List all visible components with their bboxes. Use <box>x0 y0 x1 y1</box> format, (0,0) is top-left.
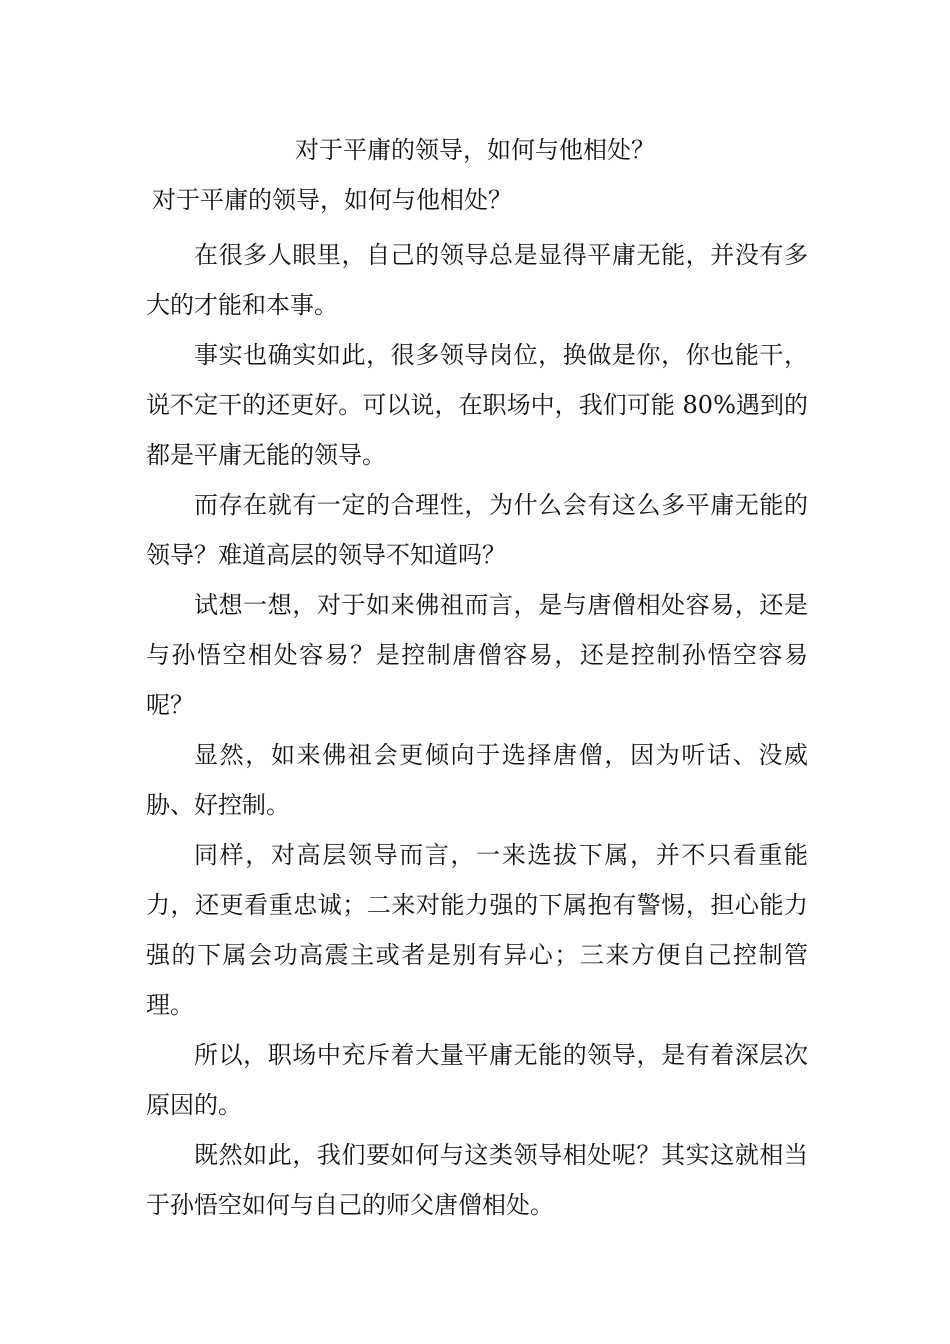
document-subtitle: 对于平庸的领导，如何与他相处？ <box>152 186 512 214</box>
paragraph: 在很多人眼里，自己的领导总是显得平庸无能，并没有多大的才能和本事。 <box>146 241 808 319</box>
paragraph: 既然如此，我们要如何与这类领导相处呢？其实这就相当于孙悟空如何与自己的师父唐僧相处。 <box>146 1141 808 1219</box>
paragraph: 所以，职场中充斥着大量平庸无能的领导，是有着深层次原因的。 <box>146 1041 808 1119</box>
paragraph: 同样，对高层领导而言，一来选拔下属，并不只看重能力，还更看重忠诚；二来对能力强的下属抱有警惕，担心能力强的下属会功高震主或者是别有异心；三来方便自己控制管理。 <box>146 841 808 1019</box>
document-body <box>146 230 808 1230</box>
document-title: 对于平庸的领导，如何与他相处？ <box>295 136 655 164</box>
paragraph: 事实也确实如此，很多领导岗位，换做是你，你也能干，说不定干的还更好。可以说，在职场中，我们可能 80%遇到的都是平庸无能的领导。 <box>146 341 808 469</box>
paragraph: 试想一想，对于如来佛祖而言，是与唐僧相处容易，还是与孙悟空相处容易？是控制唐僧容易，还是控制孙悟空容易呢？ <box>146 591 808 719</box>
paragraph: 而存在就有一定的合理性，为什么会有这么多平庸无能的领导？难道高层的领导不知道吗？ <box>146 491 808 569</box>
paragraph: 显然，如来佛祖会更倾向于选择唐僧，因为听话、没威胁、好控制。 <box>146 741 808 819</box>
